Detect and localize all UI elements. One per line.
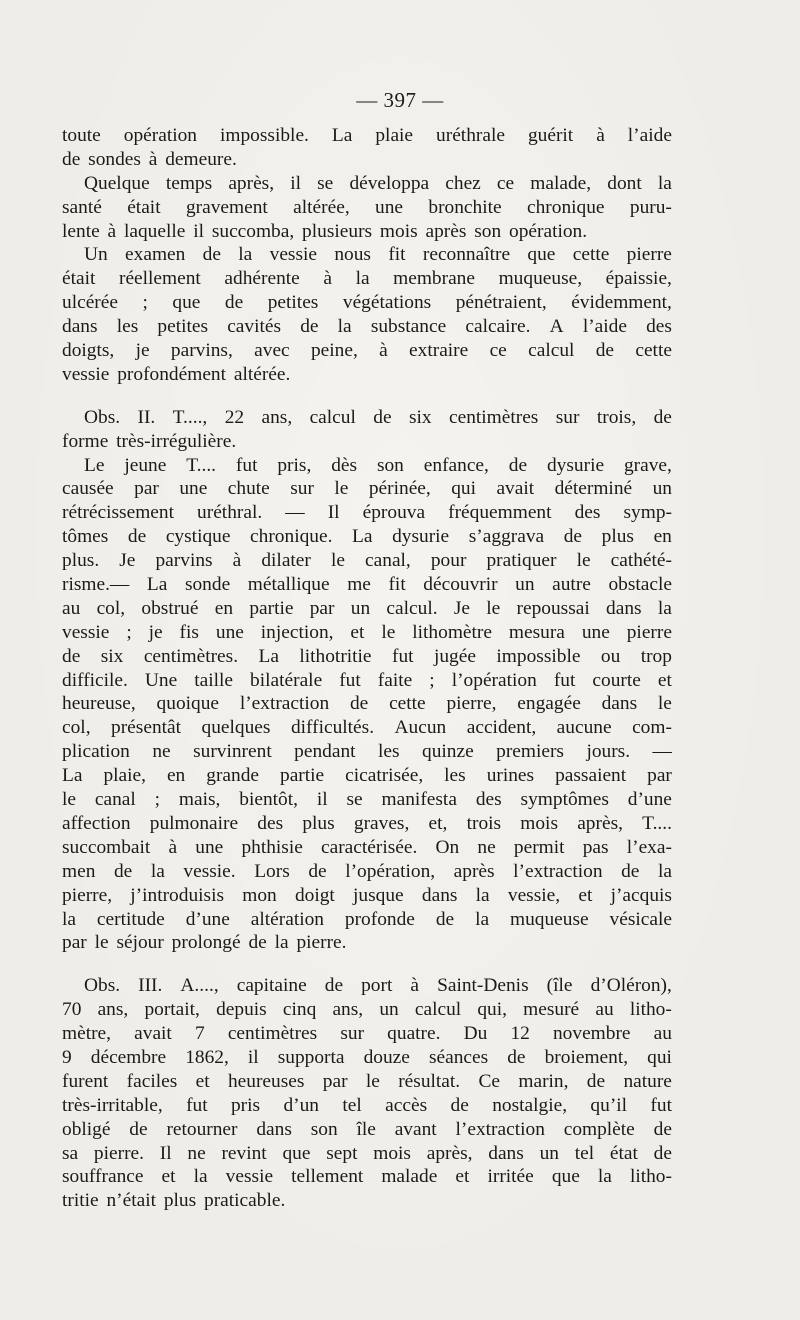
text-line: tômes de cystique chronique. La dysurie s’aggrava de plus en [62,526,672,548]
paragraph [62,172,672,244]
text-line: plus. Je parvins à dilater le canal, pour pratiquer le cathété- [62,550,672,572]
body-text [62,124,672,1213]
text-line: au col, obstrué en partie par un calcul. Je le repoussai dans la [62,597,672,619]
text-line: mètre, avait 7 centimètres sur quatre. Du 12 novembre au [62,1023,672,1045]
text-line: sa pierre. Il ne revint que sept mois après, dans un tel état de [62,1142,672,1164]
text-line: plication ne survinrent pendant les quinze premiers jours. — [62,741,672,763]
text-line: men de la vessie. Lors de l’opération, après l’extraction de la [62,860,672,882]
paragraph [62,406,672,454]
text-line: très-irritable, fut pris d’un tel accès de nostalgie, qu’il fut [62,1094,672,1116]
text-line: Le jeune T.... fut pris, dès son enfance, de dysurie grave, [84,454,672,476]
text-line: de six centimètres. La lithotritie fut jugée impossible ou trop [62,645,672,667]
text-line: obligé de retourner dans son île avant l’extraction complète de [62,1118,672,1140]
text-line: risme.— La sonde métallique me fit découvrir un autre obstacle [62,574,672,596]
text-line: de sondes à demeure. [62,148,237,170]
text-line: Quelque temps après, il se développa chez ce malade, dont la [84,172,672,194]
text-line: col, présentât quelques difficultés. Aucun accident, aucune com- [62,717,672,739]
text-line: toute opération impossible. La plaie uréthrale guérit à l’aide [62,125,672,146]
text-line: forme très-irrégulière. [62,430,237,452]
text-line: vessie ; je fis une injection, et le lithomètre mesura une pierre [62,621,672,643]
text-line: était réellement adhérente à la membrane muqueuse, épaissie, [62,268,672,290]
text-line: causée par une chute sur le périnée, qui avait déterminé un [62,478,672,500]
text-line: difficile. Une taille bilatérale fut faite ; l’opération fut courte et [62,669,672,691]
text-line: la certitude d’une altération profonde de la muqueuse vésicale [62,908,672,930]
text-line: souffrance et la vessie tellement malade et irritée que la litho- [62,1166,672,1188]
text-line: dans les petites cavités de la substance calcaire. A l’aide des [62,316,672,338]
text-line: Obs. III. A...., capitaine de port à Saint-Denis (île d’Oléron), [84,975,672,997]
paragraph-spacer [62,955,672,974]
text-line: pierre, j’introduisis mon doigt jusque dans la vessie, et j’acquis [62,884,672,906]
text-line: Un examen de la vessie nous fit reconnaître que cette pierre [84,244,672,266]
text-line: par le séjour prolongé de la pierre. [62,932,347,954]
text-line: santé était gravement altérée, une bronchite chronique puru- [62,196,672,218]
paragraph-spacer [62,387,672,406]
text-line: ulcérée ; que de petites végétations pénétraient, évidemment, [62,292,672,314]
text-line: tritie n’était plus praticable. [62,1190,286,1212]
text-line: heureuse, quoique l’extraction de cette pierre, engagée dans le [62,693,672,715]
paragraph [62,124,672,172]
text-line: 9 décembre 1862, il supporta douze séances de broiement, qui [62,1046,672,1068]
text-line: affection pulmonaire des plus graves, et, trois mois après, T.... [62,812,672,834]
text-line: succombait à une phthisie caractérisée. On ne permit pas l’exa- [62,836,672,858]
paragraph [62,454,672,956]
text-line: lente à laquelle il succomba, plusieurs mois après son opération. [62,220,588,242]
text-line: vessie profondément altérée. [62,363,291,385]
page-number: — 397 — [356,88,444,112]
text-line: La plaie, en grande partie cicatrisée, les urines passaient par [62,765,672,787]
paragraph [62,974,672,1213]
text-line: doigts, je parvins, avec peine, à extraire ce calcul de cette [62,340,672,362]
text-line: le canal ; mais, bientôt, il se manifesta des symptômes d’une [62,789,672,811]
paragraph [62,243,672,386]
text-line: 70 ans, portait, depuis cinq ans, un calcul qui, mesuré au litho- [62,999,672,1021]
text-line: rétrécissement uréthral. — Il éprouva fréquemment des symp- [62,502,672,524]
text-line: Obs. II. T...., 22 ans, calcul de six centimètres sur trois, de [84,406,672,428]
text-line: furent faciles et heureuses par le résultat. Ce marin, de nature [62,1070,672,1092]
